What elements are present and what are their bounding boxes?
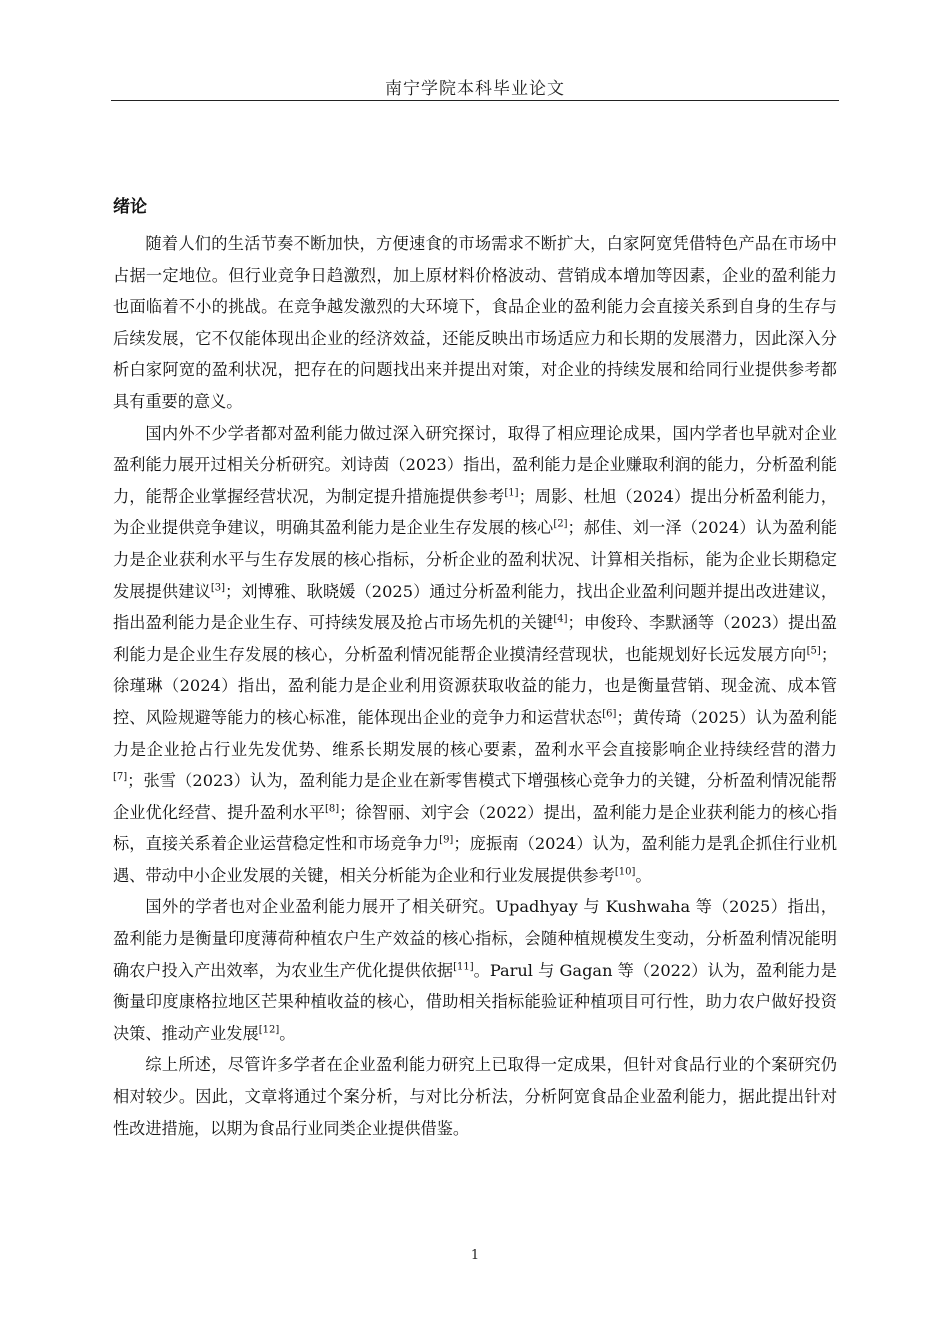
running-header-title: 南宁学院本科毕业论文 <box>385 79 565 99</box>
paragraph-text: ；周影、杜旭（2024）提出分析盈利能力，为企业提供竞争建议，明确其盈利能力是企业生存发展的核心 <box>113 486 837 538</box>
citation-superscript: [7] <box>113 771 128 783</box>
body-paragraph <box>113 891 837 1049</box>
paragraph-list <box>113 228 837 1144</box>
paragraph-text: ；郝佳、刘一泽（2024）认为盈利能力是企业获利水平与生存发展的核心指标，分析企业的盈利状况、计算相关指标，能为企业长期稳定发展提供建议 <box>113 518 837 601</box>
paragraph-text: ；徐智丽、刘宇会（2022）提出，盈利能力是企业获利能力的核心指标，直接关系着企业运营稳定性和市场竞争力 <box>113 802 838 854</box>
citation-superscript: [12] <box>258 1024 280 1036</box>
citation-superscript: [3] <box>210 582 226 594</box>
body-paragraph <box>113 228 837 418</box>
paragraph-text: ；徐瑾琳（2024）指出，盈利能力是企业利用资源获取收益的能力，也是衡量营销、现金流、成本管控、风险规避等能力的核心标准，能体现出企业的竞争力和运营状态 <box>113 644 837 727</box>
body-paragraph <box>113 1049 837 1144</box>
paragraph-text: 综上所述，尽管许多学者在企业盈利能力研究上已取得一定成果，但针对食品行业的个案研究仍相对较少。因此，文章将通过个案分析，与对比分析法，分析阿宽食品企业盈利能力，据此提出针对性改进措施，以期为食品行业同类企业提供借鉴。 <box>113 1055 837 1138</box>
paragraph-text: 随着人们的生活节奏不断加快，方便速食的市场需求不断扩大，白家阿宽凭借特色产品在市场中占据一定地位。但行业竞争日趋激烈，加上原材料价格波动、营销成本增加等因素，企业的盈利能力也面临着不小的挑战。在竞争越发激烈的大环境下，食品企业的盈利能力会直接关系到自身的生存与后续发展，它不仅能体现出企业的经济效益，还能反映出市场适应力和长期的发展潜力，因此深入分析白家阿宽的盈利状况，把存在的问题找出来并提出对策，对企业的持续发展和给同行业提供参考都具有重要的意义。 <box>113 234 837 411</box>
citation-superscript: [5] <box>806 645 821 657</box>
citation-superscript: [11] <box>453 961 474 973</box>
paragraph-text: 国外的学者也对企业盈利能力展开了相关研究。Upadhyay 与 Kushwaha 等（2025）指出，盈利能力是衡量印度薄荷种植农户生产效益的核心指标，会随种植规模发生变动，分析盈利情况能明确农户投入产出效率，为农业生产优化提供依据 <box>113 897 837 980</box>
citation-superscript: [1] <box>504 487 519 499</box>
citation-superscript: [10] <box>614 866 636 878</box>
paragraph-text: ；庞振南（2024）认为，盈利能力是乳企抓住行业机遇、带动中小企业发展的关键，相关分析能为企业和行业发展提供参考 <box>113 834 838 885</box>
paragraph-text: ；刘博雅、耿晓媛（2025）通过分析盈利能力，找出企业盈利问题并提出改进建议，指出盈利能力是企业生存、可持续发展及抢占市场先机的关键 <box>113 581 838 633</box>
paragraph-text: 国内外不少学者都对盈利能力做过深入研究探讨，取得了相应理论成果，国内学者也早就对企业盈利能力展开过相关分析研究。刘诗茵（2023）指出，盈利能力是企业赚取利润的能力，分析盈利能力，能帮企业掌握经营状况，为制定提升措施提供参考 <box>113 423 837 506</box>
citation-superscript: [4] <box>553 613 568 625</box>
citation-superscript: [9] <box>439 834 454 846</box>
paragraph-text: 。 <box>635 865 652 885</box>
paragraph-text: ；张雪（2023）认为，盈利能力是企业在新零售模式下增强核心竞争力的关键，分析盈利情况能帮企业优化经营、提升盈利水平 <box>113 771 837 822</box>
paragraph-text: ；黄传琦（2025）认为盈利能力是企业抢占行业先发优势、维系长期发展的核心要素，盈利水平会直接影响企业持续经营的潜力 <box>113 707 838 759</box>
header-divider <box>111 100 839 101</box>
citation-superscript: [8] <box>325 803 340 815</box>
citation-superscript: [6] <box>602 708 617 720</box>
page-number: 1 <box>470 1248 480 1263</box>
paragraph-text: 。Parul 与 Gagan 等（2022）认为，盈利能力是衡量印度康格拉地区芒果种植收益的核心，借助相关指标能验证种植项目可行性，助力农户做好投资决策、推动产业发展 <box>113 960 837 1043</box>
body-paragraph <box>113 418 837 892</box>
section-heading: 绪论 <box>113 197 147 217</box>
paragraph-text: ；申俊玲、李默涵等（2023）提出盈利能力是企业生存发展的核心，分析盈利情况能帮企业摸清经营现状，也能规划好长远发展方向 <box>113 613 837 664</box>
citation-superscript: [2] <box>553 518 568 530</box>
page-body <box>113 190 837 1144</box>
paragraph-text: 。 <box>279 1023 296 1043</box>
